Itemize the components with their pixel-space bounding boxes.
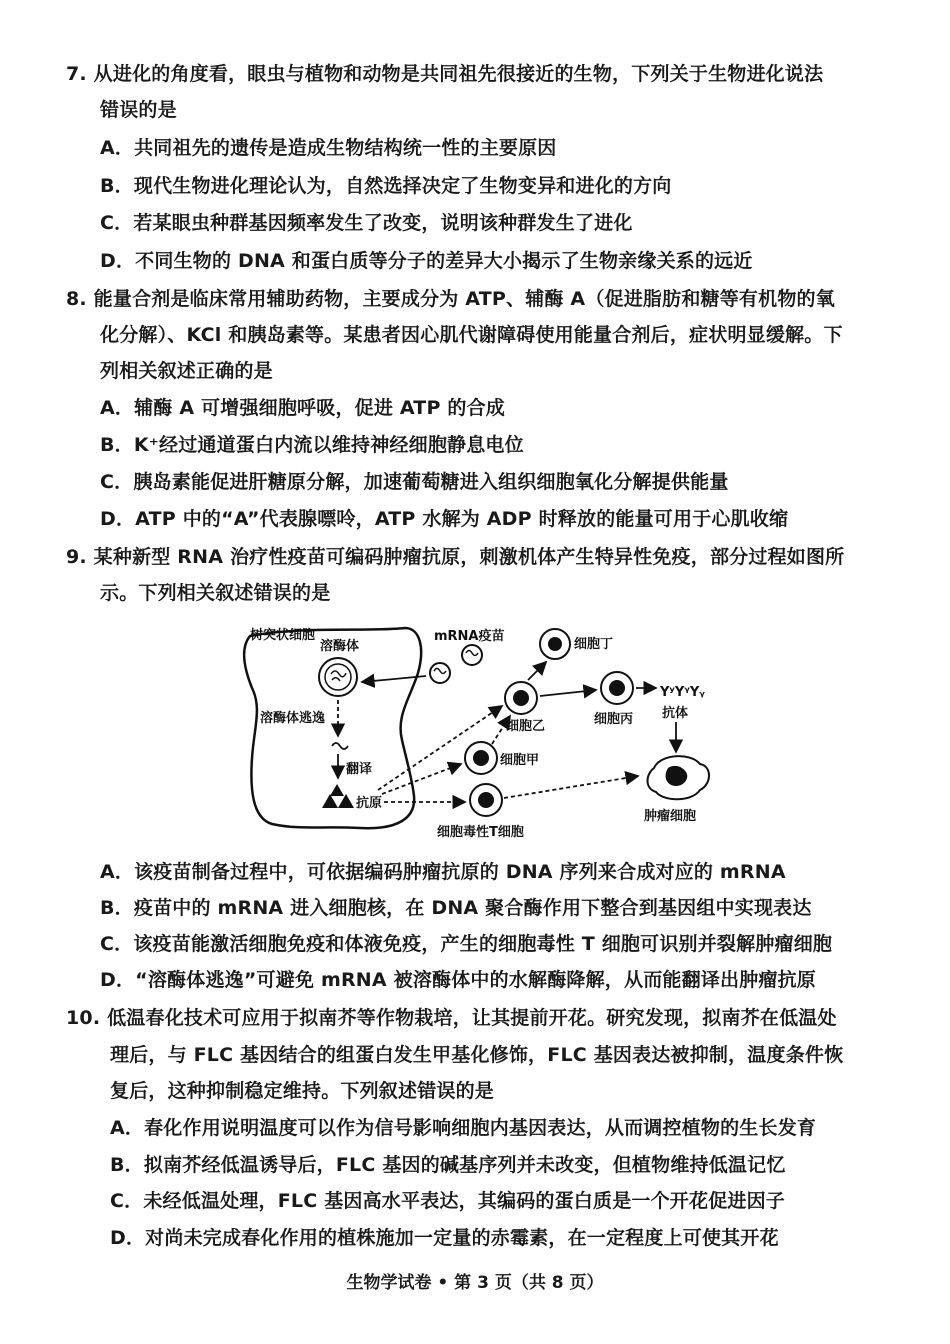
q10-option-c: C．未经低温处理，FLC 基因高水平表达，其编码的蛋白质是一个开花促进因子 xyxy=(110,1190,785,1212)
antibody-symbols: YʸYᵞYᵧ xyxy=(660,685,705,700)
q10-stem-line3: 复后，这种抑制稳定维持。下列叙述错误的是 xyxy=(110,1080,495,1102)
arrow-antigen-to-jia xyxy=(382,764,461,794)
arrow-antigen-to-yi xyxy=(378,706,502,790)
arrow-yi-to-bing xyxy=(540,690,596,696)
q9-option-a: A．该疫苗制备过程中，可依据编码肿瘤抗原的 DNA 序列来合成对应的 mRNA xyxy=(100,861,786,883)
q10-number: 10. xyxy=(66,1007,101,1029)
antigen-triangle-1 xyxy=(322,794,338,808)
q7-stem-line2: 错误的是 xyxy=(100,99,177,121)
q10-option-d: D．对尚未完成春化作用的植株施加一定量的赤霉素，在一定程度上可使其开花 xyxy=(110,1227,779,1249)
q10-stem-line1: 10. 低温春化技术可应用于拟南芥等作物栽培，让其提前开花。研究发现，拟南芥在低温处 xyxy=(66,1007,837,1029)
q7-option-b: B．现代生物进化理论认为，自然选择决定了生物变异和进化的方向 xyxy=(100,175,672,197)
ctl-label: 细胞毒性T细胞 xyxy=(437,825,524,840)
cell-bing-label: 细胞丙 xyxy=(594,712,634,727)
antibody-label: 抗体 xyxy=(662,706,689,721)
cell-ding-label: 细胞丁 xyxy=(574,637,614,652)
q9-stem-line2: 示。下列相关叙述错误的是 xyxy=(100,582,331,604)
ribosome-mrna xyxy=(332,743,348,749)
q8-stem-line1: 8. 能量合剂是临床常用辅助药物，主要成分为 ATP、辅酶 A（促进脂肪和糖等有机物的氧 xyxy=(66,288,835,310)
translation-label: 翻译 xyxy=(346,762,373,777)
dendritic-cell-label: 树突状细胞 xyxy=(250,628,316,643)
antigen-label: 抗原 xyxy=(356,796,383,811)
q8-option-c: C．胰岛素能促进肝糖原分解，加速葡萄糖进入组织细胞氧化分解提供能量 xyxy=(100,471,729,493)
q10-option-a: A．春化作用说明温度可以作为信号影响细胞内基因表达，从而调控植物的生长发育 xyxy=(110,1117,817,1139)
q8-number: 8. xyxy=(66,288,87,310)
q9-option-c: C．该疫苗能激活细胞免疫和体液免疫，产生的细胞毒性 T 细胞可识别并裂解肿瘤细胞 xyxy=(100,933,833,955)
q10-option-b: B．拟南芥经低温诱导后，FLC 基因的碱基序列并未改变，但植物维持低温记忆 xyxy=(110,1154,786,1176)
q7-number: 7. xyxy=(66,63,87,85)
lysosome-inner xyxy=(325,664,351,690)
q7-option-c: C．若某眼虫种群基因频率发生了改变，说明该种群发生了进化 xyxy=(100,212,633,234)
q8-option-a: A．辅酶 A 可增强细胞呼吸，促进 ATP 的合成 xyxy=(100,397,505,419)
q9-option-d: D．“溶酶体逃逸”可避免 mRNA 被溶酶体中的水解酶降解，从而能翻译出肿瘤抗原 xyxy=(100,969,817,991)
mrna-vaccine-label: mRNA疫苗 xyxy=(434,629,505,644)
vaccine-particle-2 xyxy=(430,663,450,683)
q8-option-b: B．K⁺经过通道蛋白内流以维持神经细胞静息电位 xyxy=(100,434,524,456)
lysosome-content xyxy=(331,671,346,681)
q8-stem-line3: 列相关叙述正确的是 xyxy=(100,360,273,382)
arrow-yi-to-ding xyxy=(528,662,546,680)
antigen-triangle-2 xyxy=(330,784,344,796)
q10-stem-line2: 理后，与 FLC 基因结合的组蛋白发生甲基化修饰，FLC 基因表达被抑制，温度条件恢 xyxy=(110,1044,844,1066)
immune-diagram xyxy=(0,618,950,848)
q8-stem-line2: 化分解）、KCl 和胰岛素等。某患者因心肌代谢障碍使用能量合剂后，症状明显缓解。下 xyxy=(100,324,843,346)
cell-yi-label: 细胞乙 xyxy=(506,719,546,734)
q7-stem-line1: 7. 从进化的角度看，眼虫与植物和动物是共同祖先很接近的生物，下列关于生物进化说法 xyxy=(66,63,824,85)
q7-option-a: A．共同祖先的遗传是造成生物结构统一性的主要原因 xyxy=(100,137,557,159)
q9-stem-line1: 9. 某种新型 RNA 治疗性疫苗可编码肿瘤抗原，刺激机体产生特异性免疫，部分过程如图所 xyxy=(66,546,845,568)
antigen-triangle-3 xyxy=(338,794,354,808)
vaccine-particle-1 xyxy=(462,645,482,665)
q9-number: 9. xyxy=(66,546,87,568)
page-footer: 生物学试卷 • 第 3 页（共 8 页） xyxy=(346,1273,604,1293)
cell-jia-label: 细胞甲 xyxy=(500,753,540,768)
q8-option-d: D．ATP 中的“A”代表腺嘌呤，ATP 水解为 ADP 时释放的能量可用于心肌收缩 xyxy=(100,508,789,530)
tumor-cell-label: 肿瘤细胞 xyxy=(644,809,697,824)
lysosome-label: 溶酶体 xyxy=(320,639,360,654)
q9-option-b: B．疫苗中的 mRNA 进入细胞核，在 DNA 聚合酶作用下整合到基因组中实现表达 xyxy=(100,897,812,919)
q7-option-d: D．不同生物的 DNA 和蛋白质等分子的差异大小揭示了生物亲缘关系的远近 xyxy=(100,250,753,272)
lysosome-escape-label: 溶酶体逃逸 xyxy=(260,711,326,726)
arrow-ctl-to-tumor xyxy=(504,776,638,798)
